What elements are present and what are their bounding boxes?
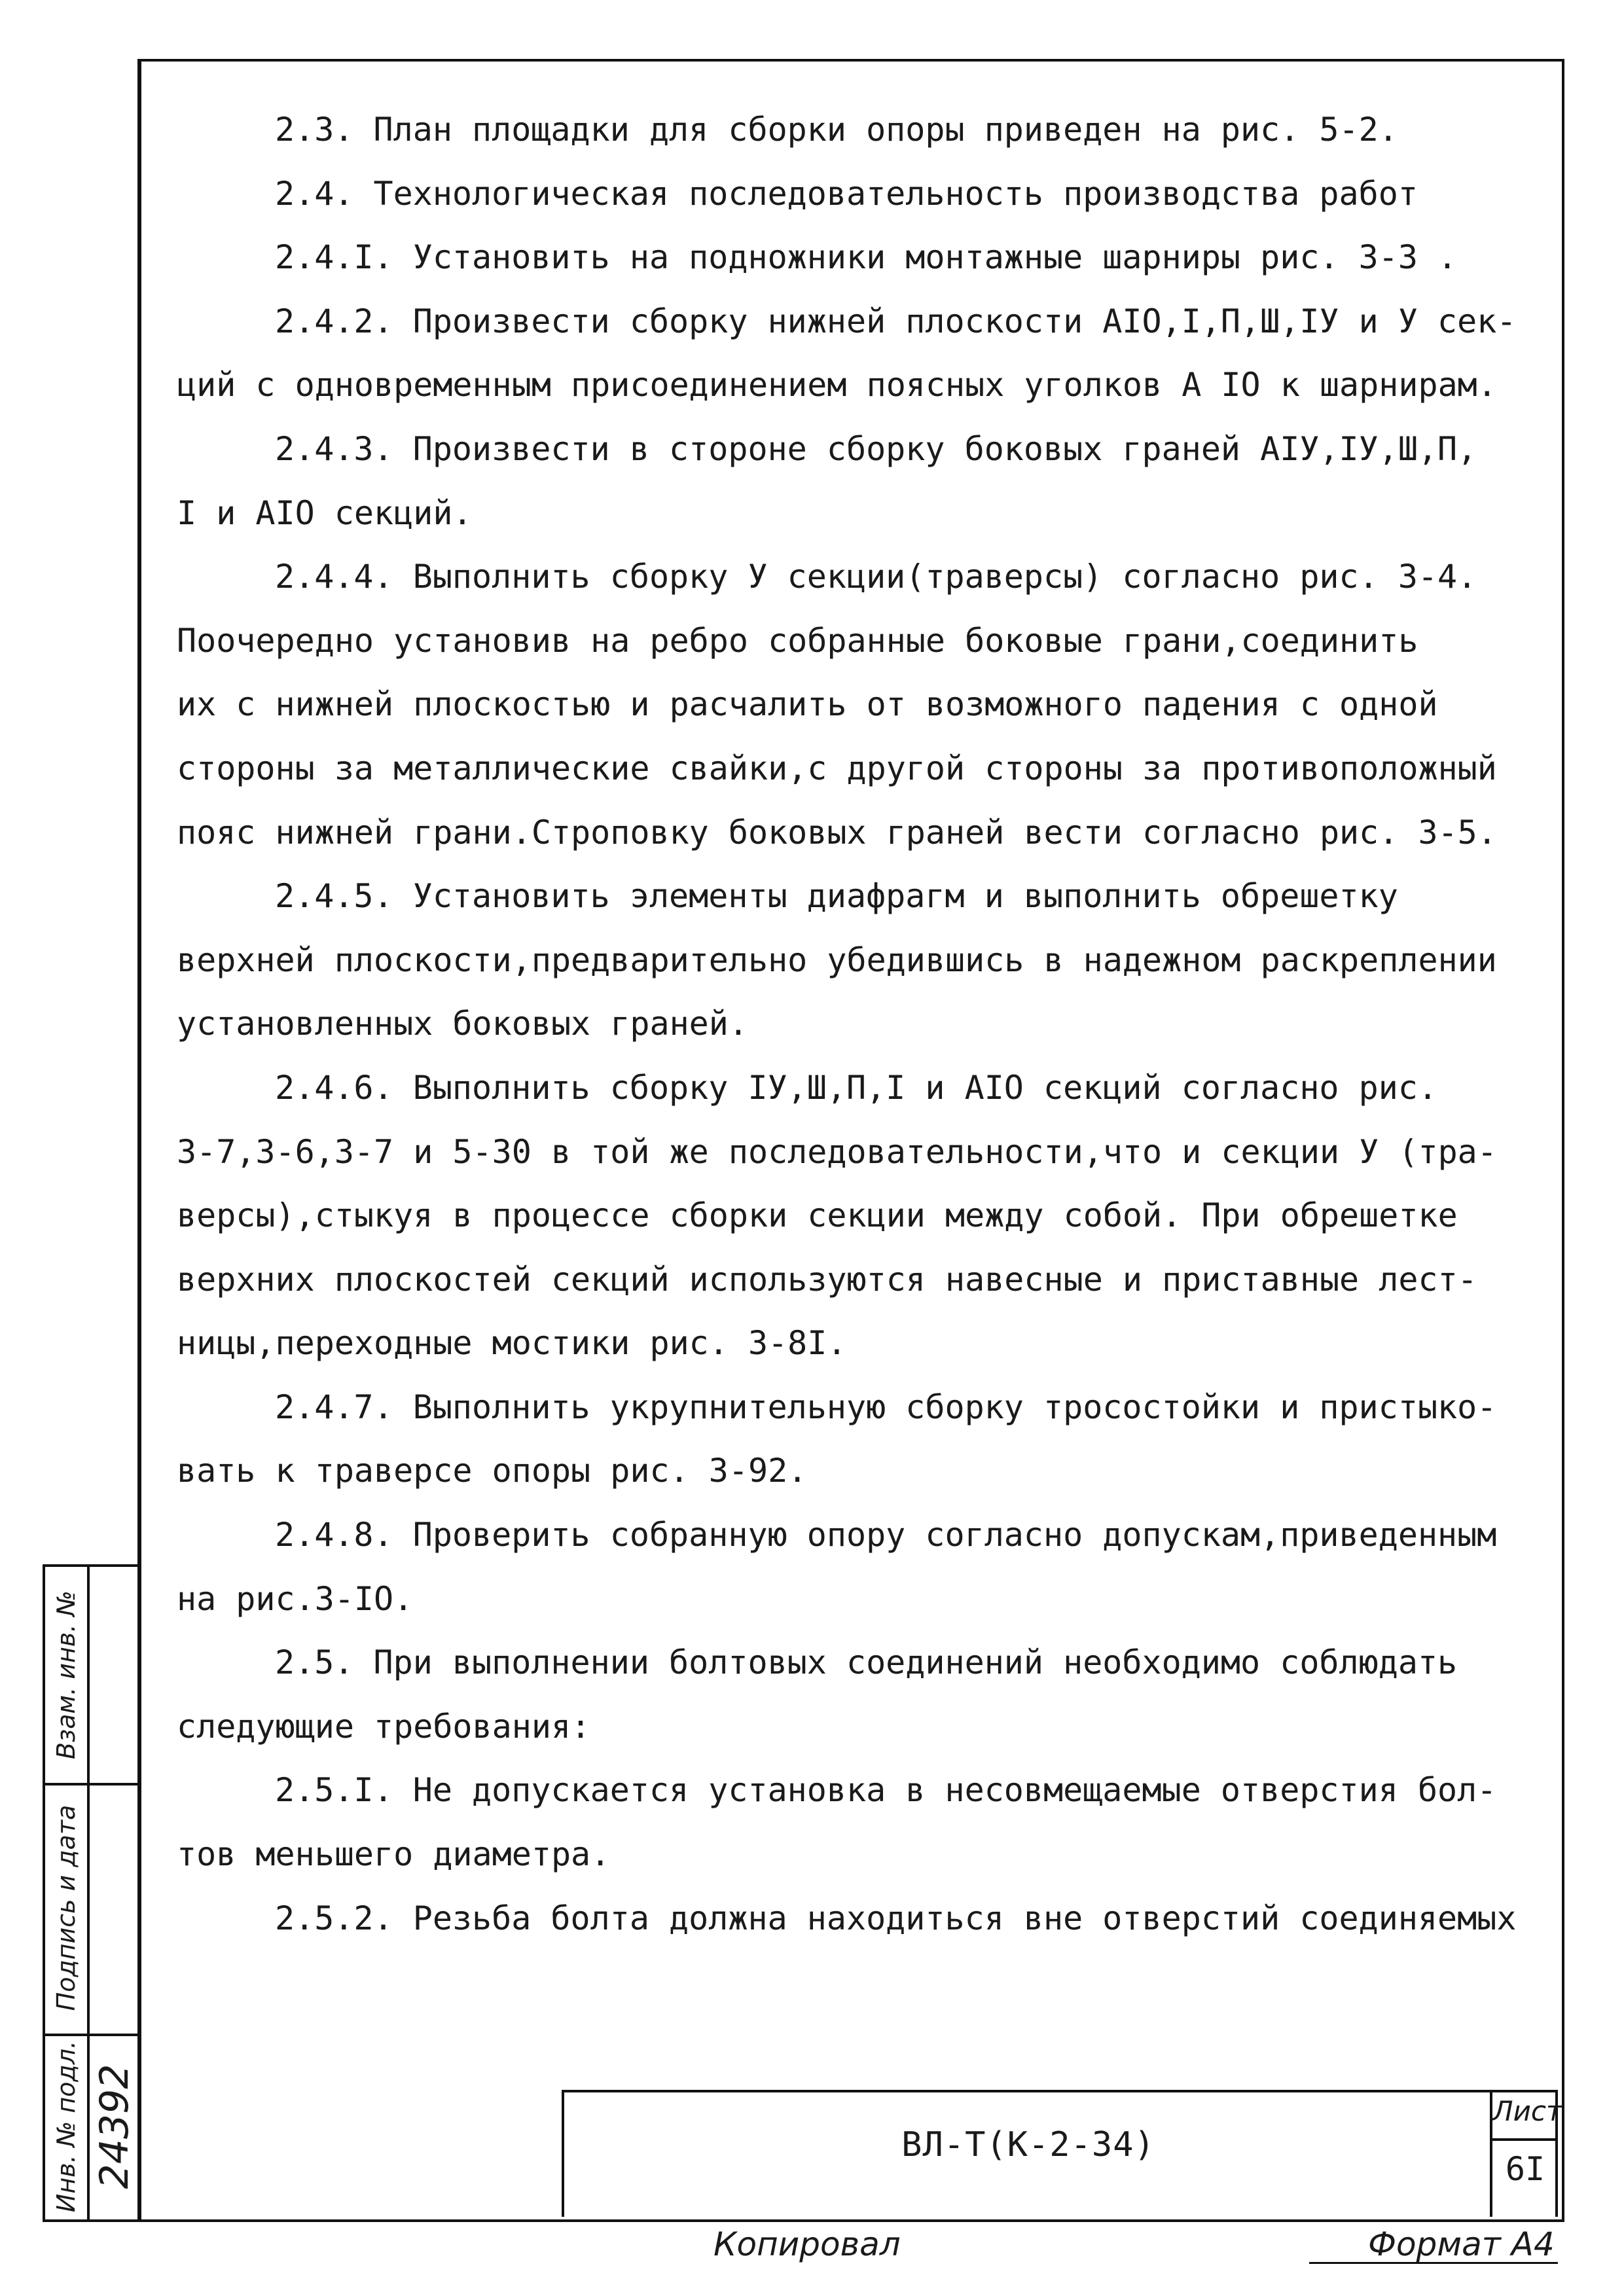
paragraph-line: 2.5. При выполнении болтовых соединений необходимо соблюдать (275, 1643, 1458, 1682)
paragraph-line: 2.4.3. Произвести в стороне сборку боковых граней АIУ,IУ,Ш,П, (275, 429, 1477, 468)
continuation-line: стороны за металлические свайки,с другой стороны за противоположный (177, 749, 1497, 787)
continuation-line: следующие требования: (177, 1707, 591, 1746)
continuation-line: вать к траверсе опоры рис. 3-92. (177, 1452, 808, 1490)
paragraph-line: 2.4.4. Выполнить сборку У секции(траверсы) согласно рис. 3-4. (275, 558, 1477, 596)
paragraph-line: 2.5.I. Не допускается установка в несовмещаемые отверстия бол- (275, 1771, 1497, 1810)
body-text (177, 98, 1525, 1950)
sheet-label: Лист (1492, 2095, 1558, 2141)
continuation-line: их с нижней плоскостью и расчалить от возможного падения с одной (177, 685, 1438, 724)
paragraph-line: 2.4.6. Выполнить сборку IУ,Ш,П,I и АIО секций согласно рис. (275, 1068, 1438, 1107)
replace-inv-label: Взам. инв. № (52, 1590, 81, 1760)
continuation-line: пояс нижней грани.Строповку боковых граней вести согласно рис. 3-5. (177, 813, 1497, 852)
continuation-line: ницы,переходные мостики рис. 3-8I. (177, 1324, 847, 1363)
format-underline (1309, 2262, 1558, 2264)
continuation-line: I и АIО секций. (177, 493, 473, 532)
inv-label: Инв. № подл. (52, 2040, 81, 2213)
paragraph-line: 2.4.2. Произвести сборку нижней плоскости АIО,I,П,Ш,IУ и У сек- (275, 302, 1517, 340)
continuation-line: на рис.3-IO. (177, 1579, 414, 1618)
stamp-column-divider (87, 1567, 90, 2219)
paragraph-line: 2.5.2. Резьба болта должна находиться вне отверстий соединяемых (275, 1899, 1517, 1937)
paragraph-line: 2.4.7. Выполнить укрупнительную сборку тросостойки и пристыко- (275, 1388, 1497, 1426)
continuation-line: тов меньшего диаметра. (177, 1835, 611, 1874)
continuation-line: Поочередно установив на ребро собранные боковые грани,соединить (177, 621, 1418, 660)
paragraph-line: 2.3. План площадки для сборки опоры приведен на рис. 5-2. (275, 111, 1398, 149)
sheet-number: 6I (1505, 2150, 1545, 2188)
title-block (562, 2090, 1562, 2217)
stamp-row-divider (45, 2034, 140, 2036)
continuation-line: верхней плоскости,предварительно убедившись в надежном раскреплении (177, 941, 1497, 979)
paragraph-line: 2.4.8. Проверить собранную опору согласно допускам,приведенным (275, 1516, 1497, 1554)
copied-by-label: Копировал (713, 2225, 901, 2263)
document-code: ВЛ-Т(К-2-34) (901, 2125, 1155, 2164)
paragraph-line: 2.4. Технологическая последовательность производства работ (275, 174, 1418, 213)
side-stamp (43, 1564, 140, 2222)
continuation-line: ций с одновременным присоединением поясных уголков А IO к шарнирам. (177, 366, 1497, 404)
format-label: Формат А4 (1368, 2225, 1555, 2263)
continuation-line: верхних плоскостей секций используются навесные и приставные лест- (177, 1260, 1477, 1299)
continuation-line: версы),стыкуя в процессе сборки секции между собой. При обрешетке (177, 1196, 1458, 1235)
signature-date-label: Подпись и дата (52, 1804, 81, 2011)
continuation-line: 3-7,3-6,3-7 и 5-30 в той же последовательности,что и секции У (тра- (177, 1132, 1497, 1171)
inv-number: 24392 (92, 2064, 137, 2189)
stamp-row-divider (45, 1783, 140, 1785)
continuation-line: установленных боковых граней. (177, 1005, 748, 1043)
paragraph-line: 2.4.I. Установить на подножники монтажные шарниры рис. 3-3 . (275, 238, 1458, 277)
paragraph-line: 2.4.5. Установить элементы диафрагм и выполнить обрешетку (275, 877, 1398, 916)
sheet-box (1490, 2090, 1562, 2217)
